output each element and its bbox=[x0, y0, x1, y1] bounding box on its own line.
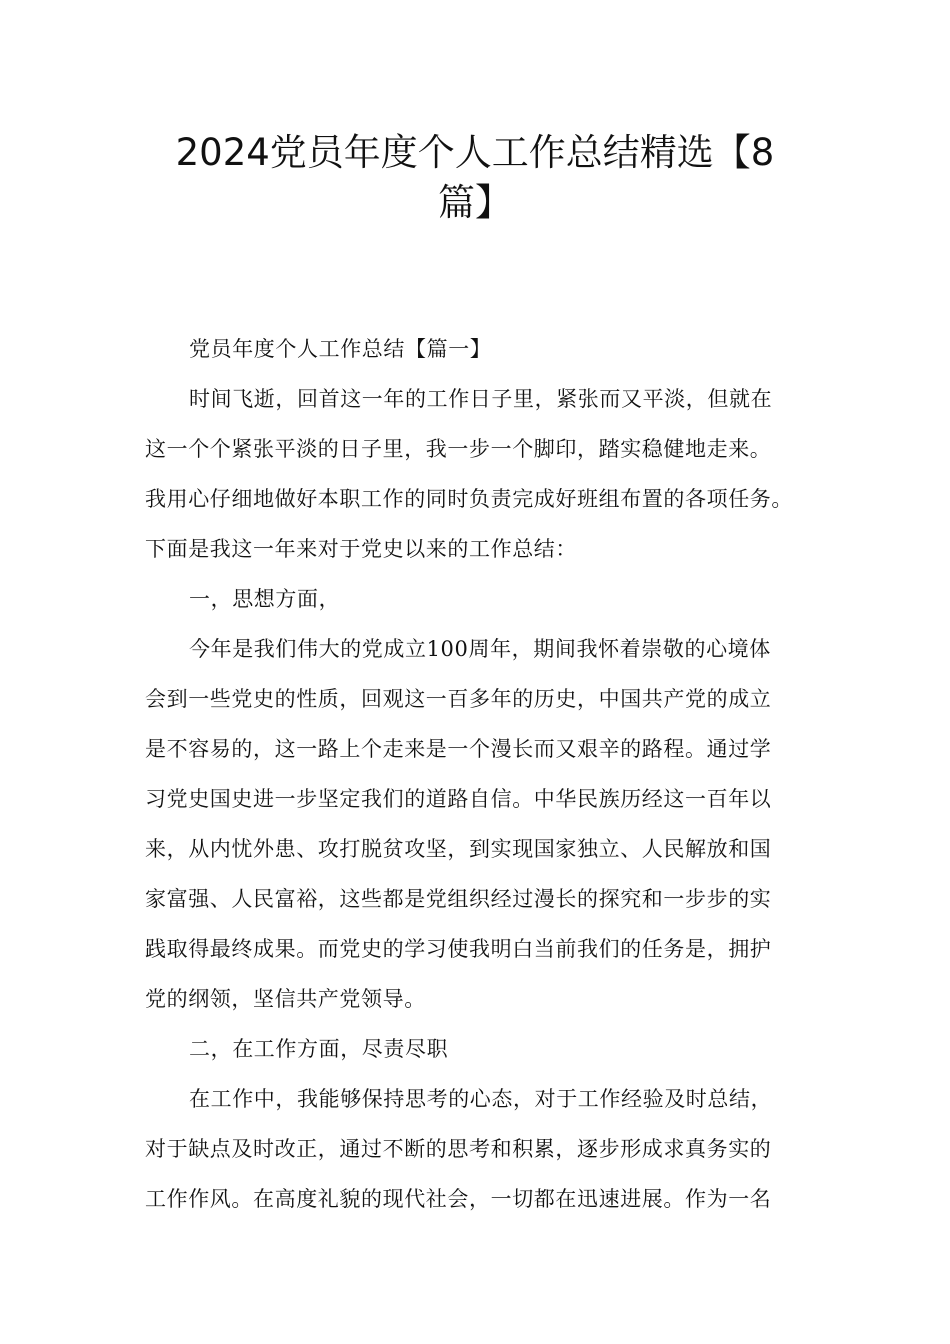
text-line: 会到一些党史的性质，回观这一百多年的历史，中国共产党的成立 bbox=[145, 687, 772, 711]
text-line: 是不容易的，这一路上个走来是一个漫长而又艰辛的路程。通过学 bbox=[145, 737, 772, 761]
text-line: 二，在工作方面，尽责尽职 bbox=[189, 1037, 449, 1061]
text-line: 今年是我们伟大的党成立100周年，期间我怀着崇敬的心境体 bbox=[189, 637, 771, 661]
text-line: 习党史国史进一步坚定我们的道路自信。中华民族历经这一百年以 bbox=[145, 787, 772, 811]
text-line: 家富强、人民富裕，这些都是党组织经过漫长的探究和一步步的实 bbox=[145, 887, 772, 911]
paragraph-work bbox=[145, 1074, 820, 1224]
text-line: 党员年度个人工作总结【篇一】 bbox=[189, 337, 492, 361]
paragraph-intro bbox=[145, 374, 820, 574]
document-body bbox=[145, 324, 820, 1224]
text-line: 党的纲领，坚信共产党领导。 bbox=[145, 987, 426, 1011]
title-line: 篇】 bbox=[438, 181, 512, 224]
text-line: 这一个个紧张平淡的日子里，我一步一个脚印，踏实稳健地走来。 bbox=[145, 437, 772, 461]
text-line: 下面是我这一年来对于党史以来的工作总结： bbox=[145, 537, 577, 561]
subheading-work bbox=[145, 1024, 820, 1074]
text-line: 在工作中，我能够保持思考的心态，对于工作经验及时总结， bbox=[189, 1087, 773, 1111]
text-line: 一，思想方面， bbox=[189, 587, 341, 611]
document-title bbox=[150, 128, 800, 228]
paragraph-thought bbox=[145, 624, 820, 1024]
text-line: 我用心仔细地做好本职工作的同时负责完成好班组布置的各项任务。 bbox=[145, 487, 793, 511]
title-line: 2024党员年度个人工作总结精选【8 bbox=[175, 131, 775, 174]
text-line: 践取得最终成果。而党史的学习使我明白当前我们的任务是，拥护 bbox=[145, 937, 772, 961]
section-heading-1 bbox=[145, 324, 820, 374]
text-line: 时间飞逝，回首这一年的工作日子里，紧张而又平淡，但就在 bbox=[189, 387, 773, 411]
text-line: 来，从内忧外患、攻打脱贫攻坚，到实现国家独立、人民解放和国 bbox=[145, 837, 772, 861]
text-line: 对于缺点及时改正，通过不断的思考和积累，逐步形成求真务实的 bbox=[145, 1137, 772, 1161]
subheading-thought bbox=[145, 574, 820, 624]
text-line: 工作作风。在高度礼貌的现代社会，一切都在迅速进展。作为一名 bbox=[145, 1187, 772, 1211]
